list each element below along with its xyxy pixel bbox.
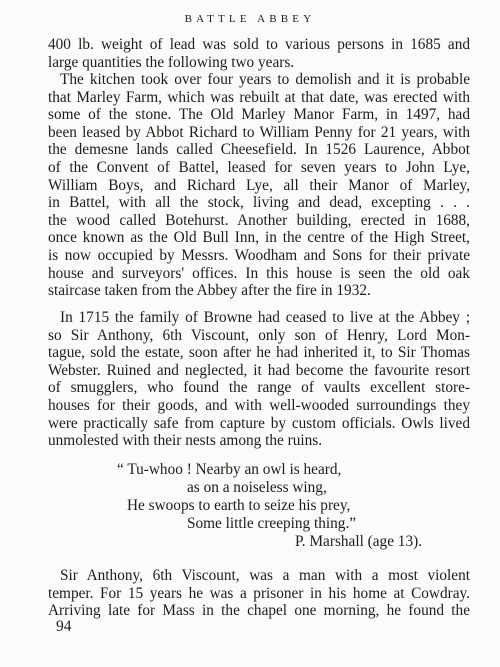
paragraph-4 <box>48 567 470 620</box>
text-line: once known as the Old Bull Inn, in the centre of the High Street, <box>48 229 470 247</box>
paragraph-3 <box>48 309 470 450</box>
text-line: Webster. Ruined and neglected, it had become the favourite resort <box>48 361 470 379</box>
text-line: staircase taken from the Abbey after the fire in 1932. <box>48 282 371 300</box>
poem-line: as on a noiseless wing, <box>187 479 327 496</box>
text-line: been leased by Abbot Richard to William Penny for 21 years, with <box>48 123 470 141</box>
text-line: the demesne lands called Cheesefield. In 1526 Laurence, Abbot <box>48 141 470 159</box>
poem-attribution: P. Marshall (age 13). <box>295 533 423 550</box>
page-number: 94 <box>56 618 72 635</box>
text-line: that Marley Farm, which was rebuilt at that date, was erected with <box>48 88 470 106</box>
text-line: house and surveyors' offices. In this house is seen the old oak <box>48 264 470 282</box>
paragraph-2 <box>48 71 470 300</box>
text-line: some of the stone. The Old Marley Manor Farm, in 1497, had <box>48 106 470 124</box>
text-line: so Sir Anthony, 6th Viscount, only son of Henry, Lord Mon- <box>48 326 470 344</box>
text-line: is now occupied by Messrs. Woodham and Sons for their private <box>48 246 470 264</box>
text-line: tague, sold the estate, soon after he had inherited it, to Sir Thomas <box>48 344 470 362</box>
text-line: were practically safe from capture by custom officials. Owls lived <box>48 414 470 432</box>
text-line: houses for their goods, and with well-wooded surroundings they <box>48 396 470 414</box>
text-line: 400 lb. weight of lead was sold to various persons in 1685 and <box>48 36 470 53</box>
text-line: William Boys, and Richard Lye, all their Manor of Marley, <box>48 176 470 194</box>
text-line: unmolested with their nests among the ruins. <box>48 432 323 450</box>
text-line: large quantities the following two years. <box>48 53 295 71</box>
text-line: of smugglers, who found the range of vaults excellent store- <box>48 379 470 397</box>
text-line: temper. For 15 years he was a prisoner in his home at Cowdray. <box>48 584 470 602</box>
text-line: the wood called Botehurst. Another building, erected in 1688, <box>48 211 470 229</box>
poem-line: Some little creeping thing.” <box>187 515 357 532</box>
paragraph-1 <box>48 36 470 71</box>
text-line: In 1715 the family of Browne had ceased to live at the Abbey ; <box>60 309 470 326</box>
text-line: Arriving late for Mass in the chapel one morning, he found the <box>48 602 470 620</box>
poem-line: “ Tu-whoo ! Nearby an owl is heard, <box>117 461 342 478</box>
text-line: of the Convent of Battel, leased for seven years to John Lye, <box>48 158 470 176</box>
text-line: The kitchen took over four years to demolish and it is probable <box>60 71 470 88</box>
text-line: Sir Anthony, 6th Viscount, was a man with a most violent <box>60 567 470 584</box>
poem-line: He swoops to earth to seize his prey, <box>127 497 351 514</box>
running-header: BATTLE ABBEY <box>184 13 316 25</box>
text-line: in Battel, with all the stock, living and dead, excepting . . . <box>48 194 470 212</box>
